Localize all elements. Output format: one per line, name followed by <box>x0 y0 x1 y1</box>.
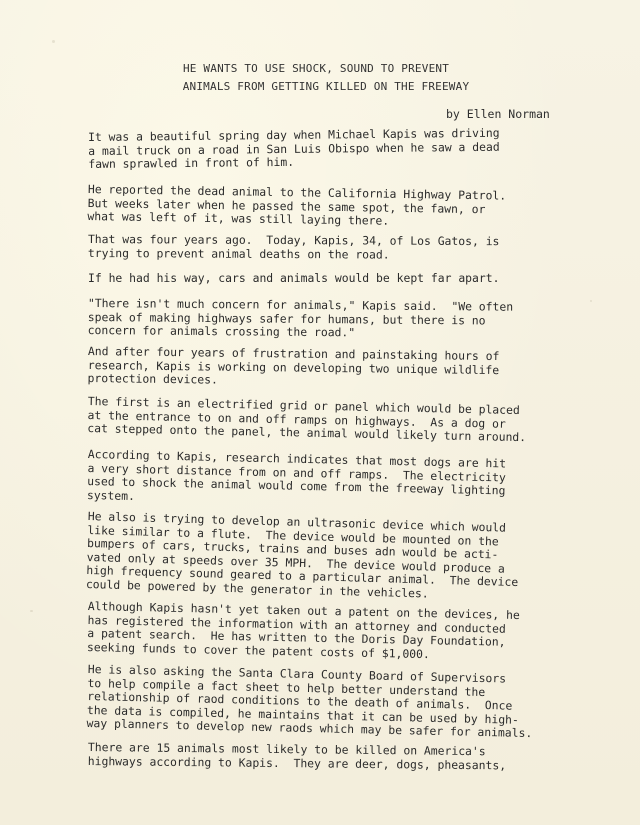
headline-line-1: HE WANTS TO USE SHOCK, SOUND TO PREVENT <box>182 62 450 75</box>
paragraph: He reported the dead animal to the California Highway Patrol. But weeks later when he passed the same spot, the fawn, or what was left of it, was still laying there. <box>87 182 507 228</box>
paragraph: The first is an electrified grid or panel which would be placed at the entrance to on and off ramps on highways. As a dog or cat stepped onto the panel, the animal would likely turn around. <box>87 394 527 445</box>
headline-line-2: ANIMALS FROM GETTING KILLED ON THE FREEWAY <box>182 80 470 93</box>
paragraph: "There isn't much concern for animals," Kapis said. "We often speak of making highways safer for humans, but there is no concern for animals crossing the road." <box>87 296 514 340</box>
paragraph: According to Kapis, research indicates that most dogs are hit a very short distance from on and off ramps. The electricity used to shock the animal would come from the freeway lighting system. <box>86 447 507 503</box>
paragraph: That was four years ago. Today, Kapis, 34, of Los Gatos, is trying to prevent animal deaths on the road. <box>87 232 500 262</box>
byline: by Ellen Norman <box>446 107 550 121</box>
paragraph: And after four years of frustration and painstaking hours of research, Kapis is working on developing two unique wildlife protection devices. <box>87 344 500 387</box>
paragraph: He also is trying to develop an ultrasonic device which would like similar to a flute. The device would be mounted on the bumpers of cars, trucks, trains and buses adn would be acti- vated only at speeds over 35 MPH. The device would produce a high frequency sound geared to a particular animal. The device could be powered by the generator in the vehicles. <box>85 509 519 601</box>
paragraph: Although Kapis hasn't yet taken out a patent on the devices, he has registered the information with an attorney and conducted a patent search. He has written to the Doris Day Foundation, seeking funds to cover the patent costs of $1,000. <box>86 599 520 661</box>
paragraph: He is also asking the Santa Clara County Board of Supervisors to help compile a fact sheet to help better understand the relationship of raod conditions to the death of animals. Once the data is compiled, he maintains that it can be used by high- way planners to develop new raods which may be safer for animals. <box>86 662 533 741</box>
paragraph: It was a beautiful spring day when Michael Kapis was driving a mail truck on a road in San Luis Obispo when he saw a dead fawn sprawled in front of him. <box>87 125 500 172</box>
paragraph: There are 15 animals most likely to be killed on America's highways according to Kapis. They are deer, dogs, pheasants, <box>87 740 507 772</box>
paragraph: If he had his way, cars and animals would be kept far apart. <box>88 271 500 285</box>
